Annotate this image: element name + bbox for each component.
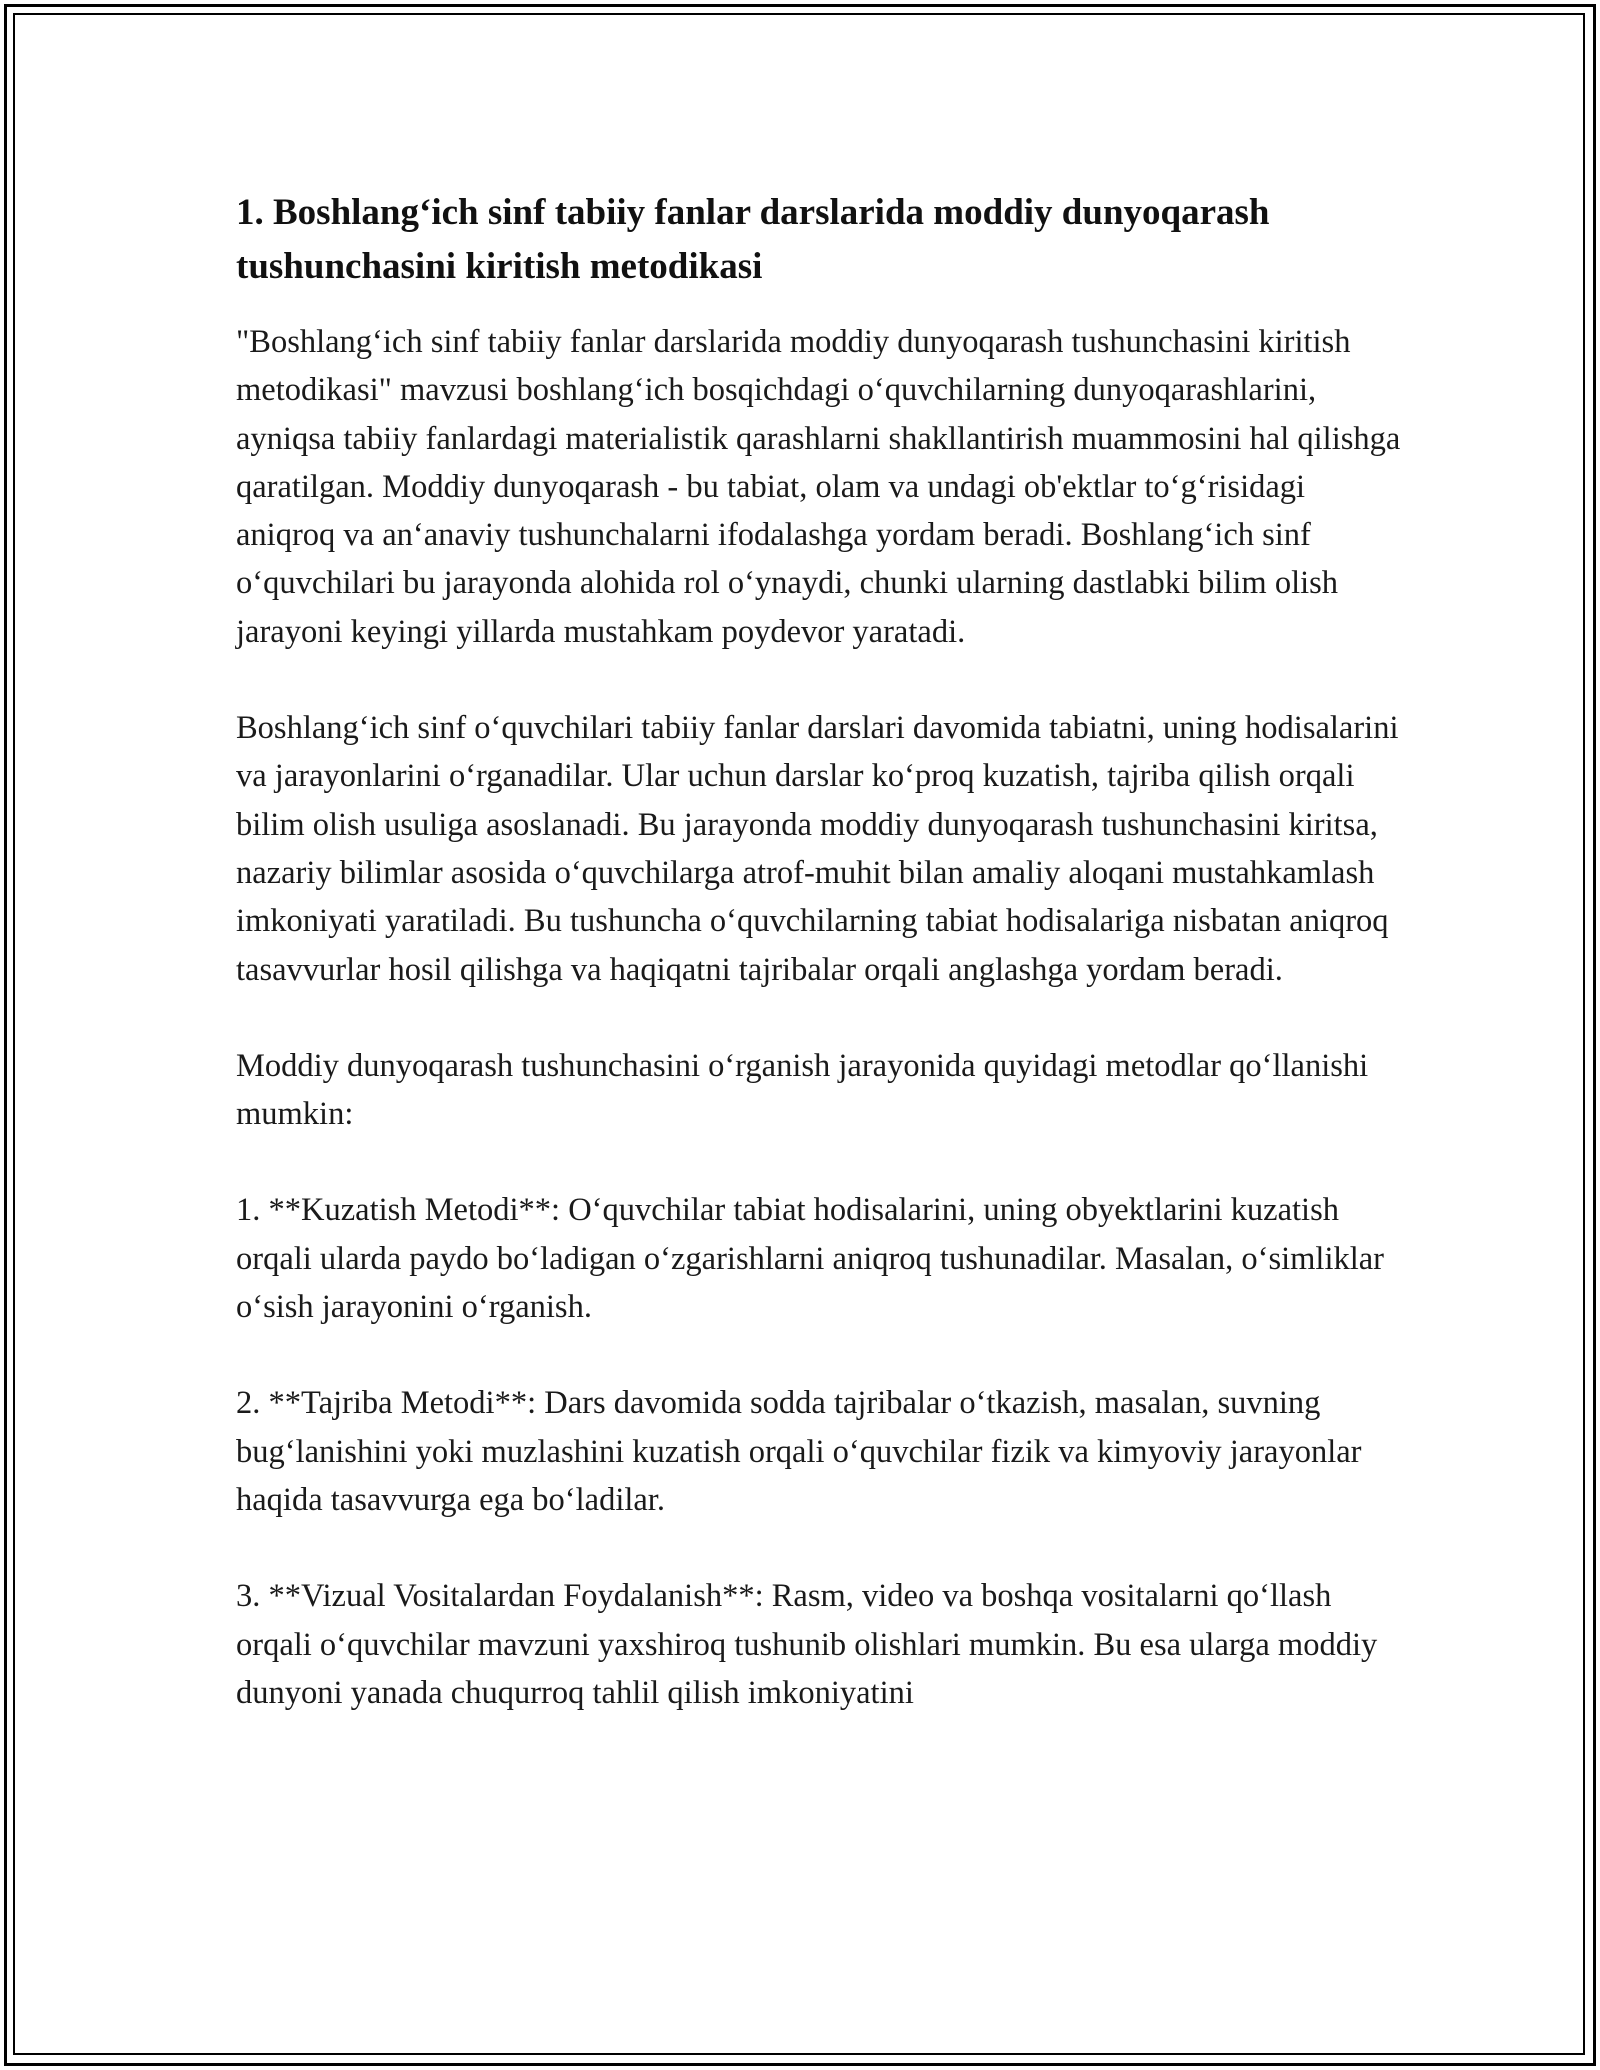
paragraph-method-visual: 3. **Vizual Vositalardan Foydalanish**: Rasm, video va boshqa vositalarni qo‘llash orqali o‘quvchilar mavzuni yaxshiroq tushunib olishlari mumkin. Bu esa ularga moddiy dunyoni yanada chuqurroq tahlil qilish imkoniyatini <box>236 1578 1378 1711</box>
paragraph-learning: Boshlang‘ich sinf o‘quvchilari tabiiy fanlar darslari davomida tabiatni, uning hodisalarini va jarayonlarini o‘rganadilar. Ular uchun darslar ko‘proq kuzatish, tajriba qilish orqali bilim olish usuliga asoslanadi. Bu jarayonda moddiy dunyoqarash tushunchasini kiritsa, nazariy bilimlar asosida o‘quvchilarga atrof-muhit bilan amaliy aloqani mustahkamlash imkoniyati yaratiladi. Bu tushuncha o‘quvchilarning tabiat hodisalariga nisbatan aniqroq tasavvurlar hosil qilishga va haqiqatni tajribalar orqali anglashga yordam beradi. <box>236 710 1399 988</box>
document-body <box>236 186 1406 1765</box>
section-heading: 1. Boshlang‘ich sinf tabiiy fanlar darslarida moddiy dunyoqarash tushunchasini kiritish metodikasi <box>236 192 1270 287</box>
paragraph-methods-intro: Moddiy dunyoqarash tushunchasini o‘rganish jarayonida quyidagi metodlar qo‘llanishi mumkin: <box>236 1047 1369 1133</box>
paragraph-intro: "Boshlang‘ich sinf tabiiy fanlar darslarida moddiy dunyoqarash tushunchasini kiritish metodikasi" mavzusi boshlang‘ich bosqichdagi o‘quvchilarning dunyoqarashlarini, ayniqsa tabiiy fanlardagi materialistik qarashlarni shakllantirish muammosini hal qilishga qaratilgan. Moddiy dunyoqarash - bu tabiat, olam va undagi ob'ektlar to‘g‘risidagi aniqroq va an‘anaviy tushunchalarni ifodalashga yordam beradi. Boshlang‘ich sinf o‘quvchilari bu jarayonda alohida rol o‘ynaydi, chunki ularning dastlabki bilim olish jarayoni keyingi yillarda mustahkam poydevor yaratadi. <box>236 324 1401 650</box>
paragraph-method-observation: 1. **Kuzatish Metodi**: O‘quvchilar tabiat hodisalarini, uning obyektlarini kuzatish orqali ularda paydo bo‘ladigan o‘zgarishlarni aniqroq tushunadilar. Masalan, o‘simliklar o‘sish jarayonini o‘rganish. <box>236 1192 1385 1326</box>
paragraph-method-experiment: 2. **Tajriba Metodi**: Dars davomida sodda tajribalar o‘tkazish, masalan, suvning bug‘lanishini yoki muzlashini kuzatish orqali o‘quvchilar fizik va kimyoviy jarayonlar haqida tasavvurga ega bo‘ladilar. <box>236 1385 1362 1518</box>
